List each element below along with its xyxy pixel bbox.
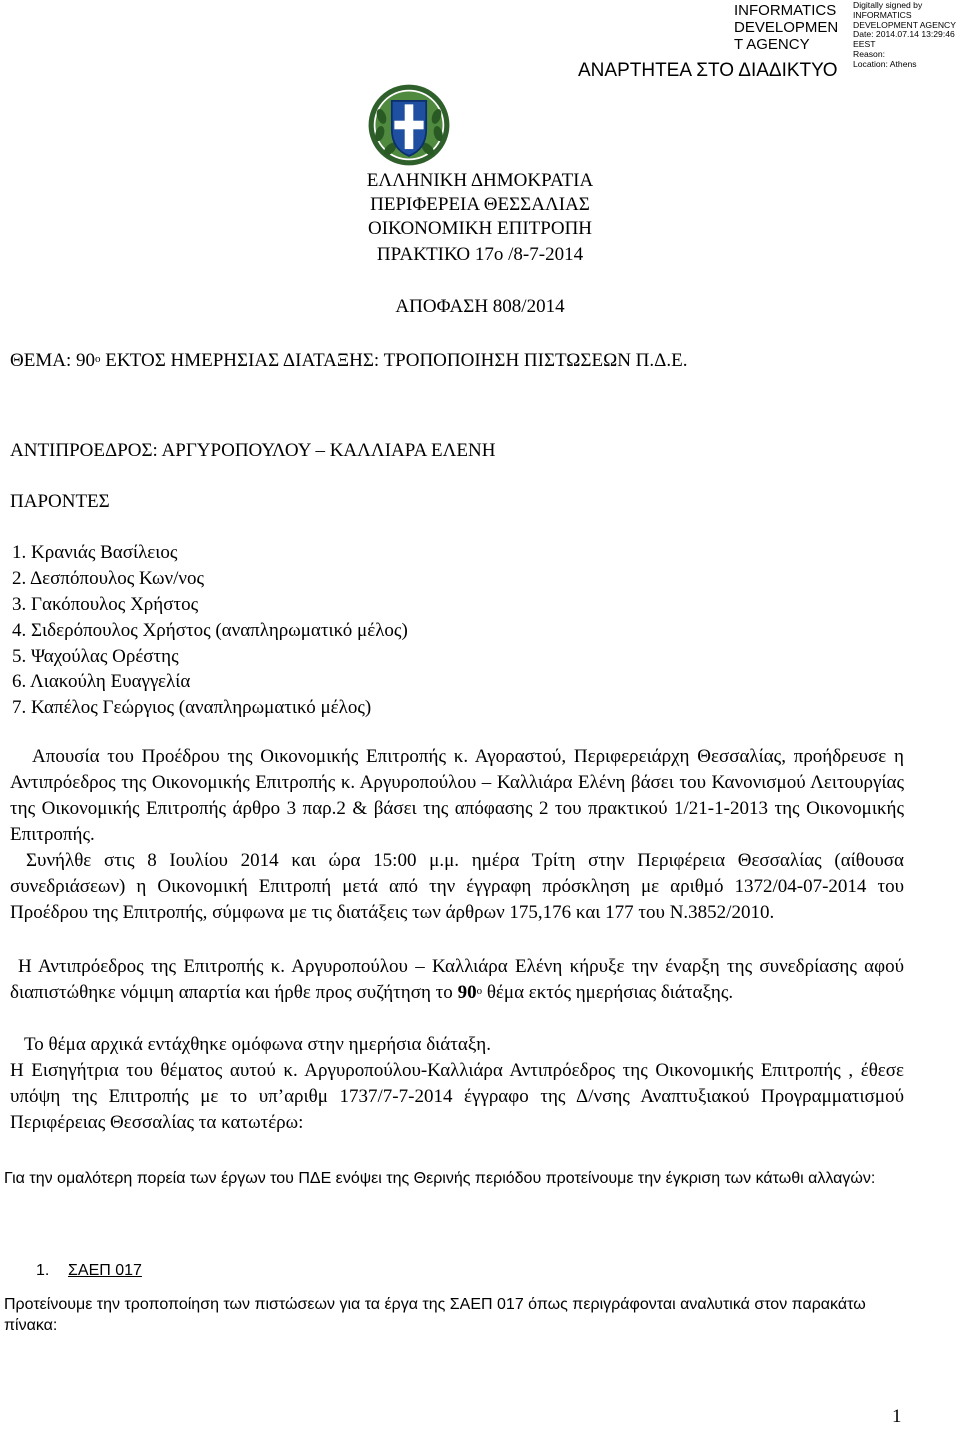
header-minutes: ΠΡΑΚΤΙΚΟ 17ο /8-7-2014: [376, 244, 584, 265]
proposal-item-number: 1.: [36, 1262, 50, 1279]
paragraph-rapporteur: Η Εισηγήτρια του θέματος αυτού κ. Αργυροπούλου-Καλλιάρα Αντιπρόεδρος της Οικονομικής Επιτροπής , έθεσε υπόψη της Επιτροπής με το υπ’αριθμ 1737/7-7-2014 έγγραφο της Δ/νσης Αναπτυξιακού Προγραμματισμού Περιφέρειας Θεσσαλίας τα κατωτέρω:: [10, 1060, 904, 1133]
signature-details: [853, 1, 956, 70]
present-member: 5. Ψαχούλας Ορέστης: [12, 646, 179, 667]
subject-sup: ο: [94, 353, 101, 365]
header-republic: ΕΛΛΗΝΙΚΗ ΔΗΜΟΚΡΑΤΙΑ: [366, 170, 594, 191]
subject-prefix: ΘΕΜΑ: 90: [10, 350, 95, 371]
proposal-intro: Για την ομαλότερη πορεία των έργων του ΠΔΕ ενόψει της Θερινής περιόδου προτείνουμε την έγκριση των κάτωθι αλλαγών:: [4, 1170, 876, 1187]
signature-name-line: DEVELOPMEN: [734, 19, 839, 36]
subject-number-sup: ο: [476, 985, 483, 997]
subject-number: 90: [457, 982, 477, 1003]
subject-line: [10, 348, 687, 374]
signature-detail-line: Reason:: [853, 48, 886, 59]
paragraph-meeting: Συνήλθε στις 8 Ιουλίου 2014 και ώρα 15:00 μ.μ. ημέρα Τρίτη στην Περιφέρεια Θεσσαλίας (αίθουσα συνεδριάσεων) η Οικονομική Επιτροπή μετά από την έγγραφη πρόσκληση με αριθμό 1372/04-07-2014 του Προέδρου της Επιτροπής, σύμφωνα με τις διατάξεις των άρθρων 175,176 και 177 του Ν.3852/2010.: [10, 850, 904, 923]
present-title: ΠΑΡΟΝΤΕΣ: [10, 491, 110, 512]
signature-detail-line: Location: Athens: [853, 58, 917, 69]
greek-emblem-icon: [366, 82, 452, 168]
opening-text: Η Αντιπρόεδρος της Επιτροπής κ. Αργυροπούλου – Καλλιάρα Ελένη κήρυξε την έναρξη της συνεδρίασης αφού διαπιστώθηκε νόμιμη απαρτία και ήρθε προς συζήτηση το: [10, 956, 904, 1003]
present-member: 4. Σιδερόπουλος Χρήστος (αναπληρωματικό μέλος): [12, 620, 408, 641]
signature-detail-line: Digitally signed by: [853, 0, 923, 10]
subject-rest: ΕΚΤΟΣ ΗΜΕΡΗΣΙΑΣ ΔΙΑΤΑΞΗΣ: ΤΡΟΠΟΠΟΙΗΣΗ ΠΙΣΤΩΣΕΩΝ Π.Δ.Ε.: [100, 350, 688, 371]
signature-detail-line: Date: 2014.07.14 13:29:46: [853, 29, 955, 40]
present-member: 6. Λιακούλη Ευαγγελία: [12, 671, 191, 692]
paragraph-opening: [10, 954, 904, 1006]
paragraph-agenda: Το θέμα αρχικά εντάχθηκε ομόφωνα στην ημερήσια διάταξη.: [24, 1034, 491, 1055]
present-member: 1. Κρανιάς Βασίλειος: [12, 542, 178, 563]
paragraph-chair: Απουσία του Προέδρου της Οικονομικής Επιτροπής κ. Αγοραστού, Περιφερειάρχη Θεσσαλίας, προήδρευσε η Αντιπρόεδρος της Οικονομικής Επιτροπής κ. Αργυροπούλου – Καλλιάρα Ελένη βάσει του Κανονισμού Λειτουργίας της Οικονομικής Επιτροπής άρθρο 3 παρ.2 & βάσει της απόφασης 2 του πρακτικού 1/21-1-2013 της Οικονομικής Επιτροπής.: [10, 746, 904, 845]
signature-name-line: T AGENCY: [734, 36, 810, 53]
header-region: ΠΕΡΙΦΕΡΕΙΑ ΘΕΣΣΑΛΙΑΣ: [370, 194, 590, 215]
present-member: 7. Καπέλος Γεώργιος (αναπληρωματικό μέλος): [12, 697, 372, 718]
page-number: 1: [892, 1406, 902, 1427]
header-committee: ΟΙΚΟΝΟΜΙΚΗ ΕΠΙΤΡΟΠΗ: [367, 218, 593, 239]
proposal-item-text: Προτείνουμε την τροποποίηση των πιστώσεων για τα έργα της ΣΑΕΠ 017 όπως περιγράφονται αναλυτικά στον παρακάτω πίνακα:: [4, 1296, 866, 1334]
proposal-item-title: ΣΑΕΠ 017: [68, 1262, 142, 1279]
vice-president: ΑΝΤΙΠΡΟΕΔΡΟΣ: ΑΡΓΥΡΟΠΟΥΛΟΥ – ΚΑΛΛΙΑΡΑ ΕΛΕΝΗ: [10, 440, 496, 461]
opening-text-end: θέμα εκτός ημερήσιας διάταξης.: [486, 982, 734, 1003]
present-member: 3. Γακόπουλος Χρήστος: [12, 594, 199, 615]
signature-detail-line: DEVELOPMENT AGENCY: [853, 19, 956, 30]
signature-name: [734, 2, 838, 53]
present-member: 2. Δεσπόπουλος Κων/νος: [12, 568, 204, 589]
signature-detail-line: EEST: [853, 39, 876, 50]
publication-banner: ΑΝΑΡΤΗΤΕΑ ΣΤΟ ΔΙΑΔΙΚΤΥΟ: [578, 60, 838, 81]
signature-name-line: INFORMATICS: [734, 2, 837, 19]
signature-detail-line: INFORMATICS: [853, 9, 912, 20]
decision-number: ΑΠΟΦΑΣΗ 808/2014: [395, 296, 565, 317]
